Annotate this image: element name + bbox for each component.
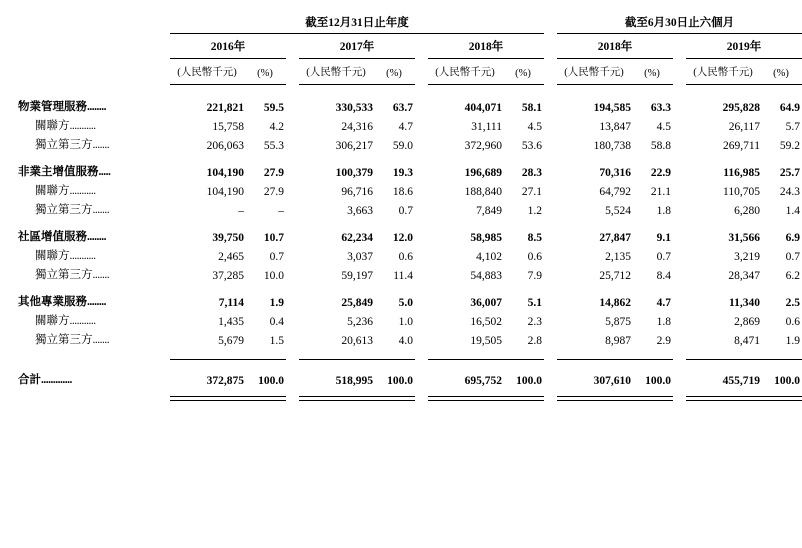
cell-value: 2,135 <box>605 250 631 263</box>
row-leader: ........... <box>69 119 96 132</box>
cell-value: 0.7 <box>785 250 801 263</box>
group-header-row <box>18 14 802 32</box>
total-value: 372,875 <box>206 374 244 387</box>
cell-value: 58.1 <box>521 101 542 114</box>
cell-value: 0.7 <box>398 204 413 217</box>
cell-value: 8.5 <box>527 231 542 244</box>
row-leader: ....... <box>92 138 110 151</box>
cell-value: 20,613 <box>341 334 373 347</box>
unit-amount-2018-interim: (人民幣千元) <box>564 67 624 78</box>
row-leader: ....... <box>92 333 110 346</box>
cell-value: – <box>278 204 284 217</box>
cell-value: 26,117 <box>728 120 760 133</box>
year-header-2017: 2017年 <box>339 41 375 53</box>
row-leader: ........ <box>87 295 106 308</box>
row-label: 獨立第三方 <box>35 268 93 281</box>
unit-percent-2019-interim: (%) <box>773 68 789 79</box>
cell-value: 58,985 <box>470 231 502 244</box>
cell-value: 4.2 <box>269 120 284 133</box>
cell-value: 104,190 <box>206 185 244 198</box>
cell-value: 96,716 <box>341 185 373 198</box>
cell-value: 54,883 <box>470 269 502 282</box>
cell-value: 2.9 <box>656 334 671 347</box>
total-value: 100.0 <box>516 374 542 387</box>
cell-value: 21.1 <box>650 185 671 198</box>
cell-value: 1.8 <box>656 204 671 217</box>
table-row <box>18 329 802 348</box>
row-label: 關聯方 <box>35 184 70 197</box>
year-header-2016: 2016年 <box>210 41 246 53</box>
cell-value: 64,792 <box>599 185 631 198</box>
double-rule <box>18 397 802 401</box>
row-leader: ........... <box>69 249 96 262</box>
cell-value: 1.2 <box>527 204 542 217</box>
cell-value: 1.9 <box>269 296 284 309</box>
cell-value: 8,471 <box>734 334 760 347</box>
cell-value: 5.0 <box>398 296 413 309</box>
cell-value: 2.3 <box>527 315 542 328</box>
cell-value: – <box>238 204 244 217</box>
row-label: 其他專業服務 <box>18 295 87 308</box>
cell-value: 404,071 <box>464 101 502 114</box>
total-value: 100.0 <box>645 374 671 387</box>
table-row <box>18 291 802 310</box>
cell-value: 1.5 <box>269 334 284 347</box>
unit-header-row <box>18 59 802 84</box>
financial-breakdown-table <box>18 14 802 401</box>
cell-value: 59.0 <box>392 139 413 152</box>
cell-value: 59.2 <box>779 139 801 152</box>
table-row <box>18 161 802 180</box>
cell-value: 31,111 <box>471 120 502 133</box>
total-row <box>18 369 802 388</box>
cell-value: 14,862 <box>599 296 631 309</box>
cell-value: 188,840 <box>464 185 502 198</box>
unit-amount-2017: (人民幣千元) <box>306 67 366 78</box>
cell-value: 15,758 <box>212 120 244 133</box>
cell-value: 22.9 <box>650 166 671 179</box>
cell-value: 24,316 <box>341 120 373 133</box>
cell-value: 5.7 <box>785 120 801 133</box>
row-leader: ........ <box>87 100 106 113</box>
cell-value: 3,219 <box>734 250 760 263</box>
cell-value: 39,750 <box>212 231 244 244</box>
cell-value: 5,236 <box>347 315 373 328</box>
cell-value: 221,821 <box>206 101 244 114</box>
row-label: 非業主增值服務 <box>18 165 99 178</box>
cell-value: 63.7 <box>392 101 413 114</box>
row-leader: ........... <box>69 184 96 197</box>
cell-value: 6.2 <box>785 269 801 282</box>
cell-value: 4.5 <box>527 120 542 133</box>
total-value: 455,719 <box>722 374 760 387</box>
cell-value: 10.7 <box>263 231 284 244</box>
cell-value: 0.4 <box>269 315 284 328</box>
cell-value: 306,217 <box>335 139 373 152</box>
row-label: 物業管理服務 <box>18 100 87 113</box>
cell-value: 53.6 <box>521 139 542 152</box>
row-leader: ....... <box>92 268 110 281</box>
cell-value: 36,007 <box>470 296 502 309</box>
cell-value: 7,849 <box>476 204 502 217</box>
cell-value: 27.9 <box>263 185 284 198</box>
table-row <box>18 96 802 115</box>
cell-value: 5,679 <box>218 334 244 347</box>
cell-value: 27.1 <box>521 185 542 198</box>
cell-value: 8.4 <box>656 269 671 282</box>
cell-value: 8,987 <box>605 334 631 347</box>
cell-value: 4.5 <box>656 120 671 133</box>
row-label: 關聯方 <box>35 119 70 132</box>
cell-value: 194,585 <box>593 101 631 114</box>
cell-value: 6,280 <box>734 204 760 217</box>
total-value: 100.0 <box>258 374 284 387</box>
cell-value: 59.5 <box>263 101 284 114</box>
cell-value: 116,985 <box>723 166 760 179</box>
total-value: 518,995 <box>335 374 373 387</box>
cell-value: 5,524 <box>605 204 631 217</box>
cell-value: 4.7 <box>398 120 413 133</box>
cell-value: 28,347 <box>728 269 760 282</box>
cell-value: 12.0 <box>392 231 413 244</box>
cell-value: 0.7 <box>656 250 671 263</box>
cell-value: 372,960 <box>464 139 502 152</box>
cell-value: 11,340 <box>729 296 760 309</box>
cell-value: 27.9 <box>263 166 284 179</box>
cell-value: 330,533 <box>335 101 373 114</box>
cell-value: 11.4 <box>393 269 413 282</box>
unit-amount-2018: (人民幣千元) <box>435 67 495 78</box>
cell-value: 4.7 <box>656 296 671 309</box>
cell-value: 24.3 <box>779 185 801 198</box>
cell-value: 3,037 <box>347 250 373 263</box>
cell-value: 25,712 <box>599 269 631 282</box>
cell-value: 7.9 <box>527 269 542 282</box>
cell-value: 6.9 <box>785 231 801 244</box>
year-header-2018: 2018年 <box>468 41 504 53</box>
cell-value: 55.3 <box>263 139 284 152</box>
cell-value: 269,711 <box>723 139 760 152</box>
row-leader: ....... <box>92 203 110 216</box>
cell-value: 4,102 <box>476 250 502 263</box>
cell-value: 295,828 <box>722 101 760 114</box>
unit-percent-2016: (%) <box>257 68 273 79</box>
table-row <box>18 199 802 218</box>
cell-value: 31,566 <box>728 231 760 244</box>
cell-value: 2.5 <box>785 296 801 309</box>
total-leader: ............. <box>41 373 72 386</box>
cell-value: 27,847 <box>599 231 631 244</box>
group-header-interim: 截至6月30日止六個月 <box>624 17 735 29</box>
group-header-annual: 截至12月31日止年度 <box>305 17 409 29</box>
cell-value: 5.1 <box>527 296 542 309</box>
total-value: 100.0 <box>387 374 413 387</box>
cell-value: 19,505 <box>470 334 502 347</box>
cell-value: 9.1 <box>656 231 671 244</box>
row-label: 獨立第三方 <box>35 333 93 346</box>
cell-value: 18.6 <box>392 185 413 198</box>
cell-value: 4.0 <box>398 334 413 347</box>
cell-value: 25.7 <box>779 166 801 179</box>
row-leader: ..... <box>98 165 111 178</box>
cell-value: 28.3 <box>521 166 542 179</box>
cell-value: 58.8 <box>650 139 671 152</box>
row-label: 關聯方 <box>35 249 70 262</box>
cell-value: 25,849 <box>341 296 373 309</box>
total-value: 307,610 <box>593 374 631 387</box>
cell-value: 7,114 <box>218 296 244 309</box>
cell-value: 100,379 <box>335 166 373 179</box>
cell-value: 37,285 <box>212 269 244 282</box>
row-label: 關聯方 <box>35 314 70 327</box>
table-row <box>18 310 802 329</box>
row-leader: ........... <box>69 314 96 327</box>
row-label: 獨立第三方 <box>35 203 93 216</box>
total-value: 100.0 <box>774 374 801 387</box>
cell-value: 1,435 <box>218 315 244 328</box>
total-value: 695,752 <box>464 374 502 387</box>
cell-value: 62,234 <box>341 231 373 244</box>
year-header-2019-interim: 2019年 <box>726 41 762 53</box>
cell-value: 19.3 <box>392 166 413 179</box>
table-row <box>18 245 802 264</box>
cell-value: 1.0 <box>398 315 413 328</box>
cell-value: 206,063 <box>206 139 244 152</box>
cell-value: 16,502 <box>470 315 502 328</box>
table-row <box>18 264 802 283</box>
cell-value: 0.6 <box>398 250 413 263</box>
cell-value: 1.8 <box>656 315 671 328</box>
cell-value: 70,316 <box>599 166 631 179</box>
cell-value: 0.6 <box>527 250 542 263</box>
row-label: 獨立第三方 <box>35 138 93 151</box>
cell-value: 1.4 <box>785 204 801 217</box>
cell-value: 3,663 <box>347 204 373 217</box>
cell-value: 196,689 <box>464 166 502 179</box>
total-label: 合計 <box>18 373 41 386</box>
table-row <box>18 115 802 134</box>
cell-value: 180,738 <box>593 139 631 152</box>
unit-amount-2019-interim: (人民幣千元) <box>693 67 753 78</box>
cell-value: 1.9 <box>785 334 801 347</box>
cell-value: 0.6 <box>785 315 801 328</box>
table-row <box>18 226 802 245</box>
cell-value: 59,197 <box>341 269 373 282</box>
row-label: 社區增值服務 <box>18 230 87 243</box>
unit-amount-2016: (人民幣千元) <box>177 67 237 78</box>
cell-value: 63.3 <box>650 101 671 114</box>
table-row <box>18 180 802 199</box>
unit-percent-2018: (%) <box>515 68 531 79</box>
unit-percent-2018-interim: (%) <box>644 68 660 79</box>
cell-value: 13,847 <box>599 120 631 133</box>
cell-value: 0.7 <box>269 250 284 263</box>
cell-value: 5,875 <box>605 315 631 328</box>
table-row <box>18 134 802 153</box>
row-leader: ........ <box>87 230 106 243</box>
cell-value: 2,869 <box>734 315 760 328</box>
document-page <box>0 14 801 548</box>
cell-value: 110,705 <box>723 185 760 198</box>
unit-percent-2017: (%) <box>386 68 402 79</box>
cell-value: 64.9 <box>779 101 801 114</box>
year-header-row <box>18 34 802 58</box>
cell-value: 10.0 <box>263 269 284 282</box>
cell-value: 2,465 <box>218 250 244 263</box>
year-header-2018-interim: 2018年 <box>597 41 633 53</box>
cell-value: 104,190 <box>206 166 244 179</box>
cell-value: 2.8 <box>527 334 542 347</box>
